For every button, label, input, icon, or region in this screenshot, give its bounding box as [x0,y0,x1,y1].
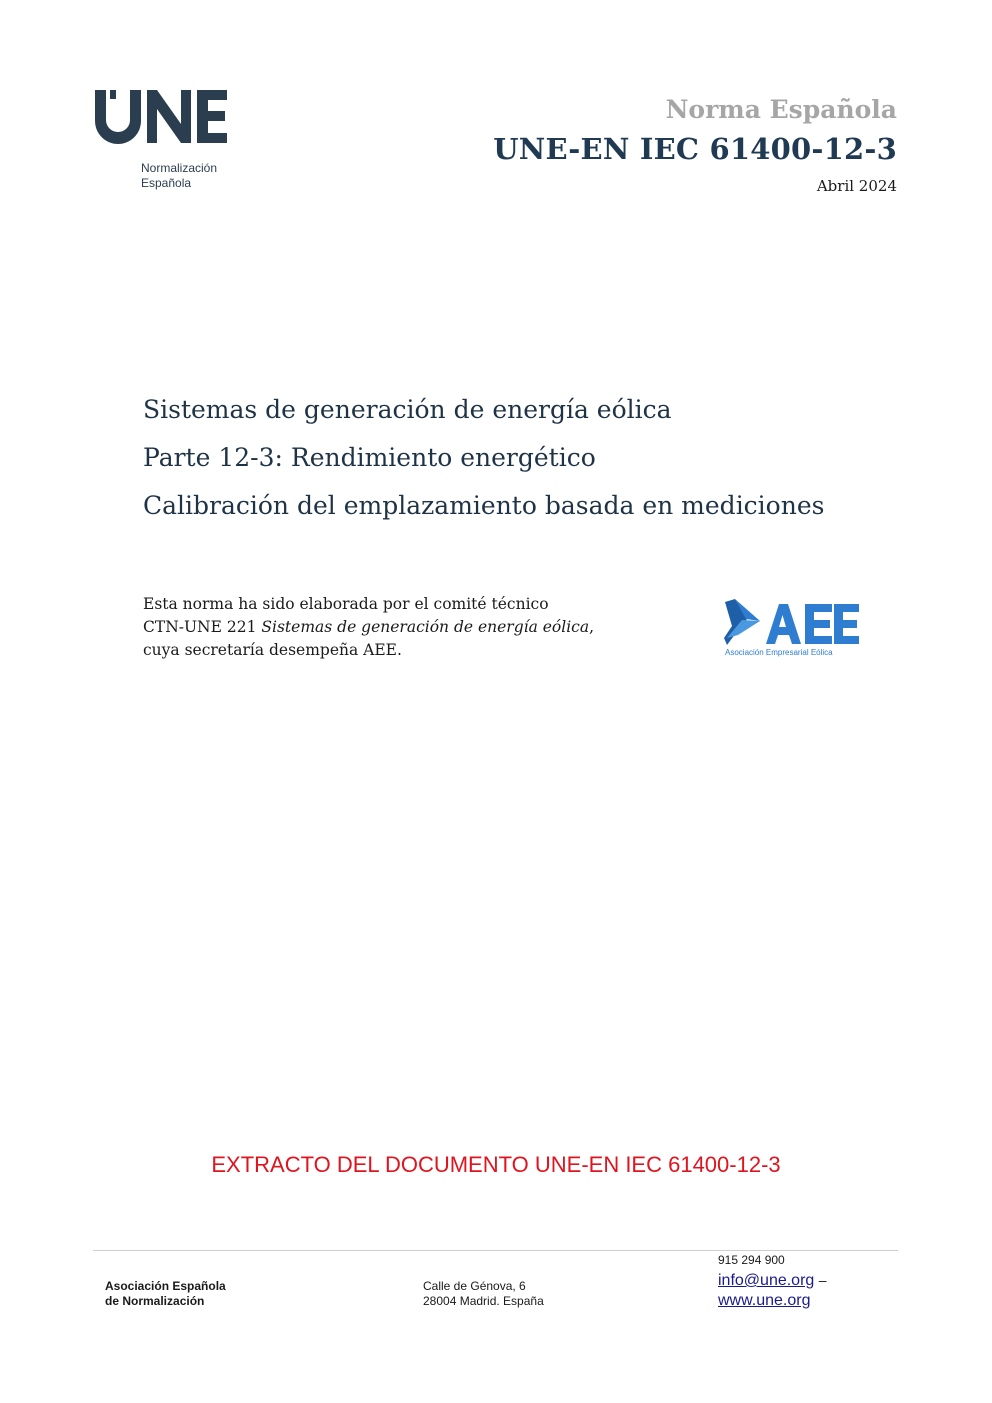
standard-code: UNE-EN IEC 61400-12-3 [493,132,897,166]
title-line-2: Parte 12-3: Rendimiento energético [143,443,596,472]
committee-comma: , [589,618,595,636]
footer-org-line2: de Normalización [105,1294,205,1308]
footer-addr-line2: 28004 Madrid. España [423,1294,544,1308]
committee-line-1: Esta norma ha sido elaborada por el comité técnico [143,595,549,613]
footer-addr-line1: Calle de Génova, 6 [423,1279,526,1293]
title-line-3: Calibración del emplazamiento basada en mediciones [143,491,825,520]
document-title [143,386,903,530]
une-logo-subtitle-line1: Normalización [141,161,218,175]
footer-divider [93,1250,898,1251]
committee-statement [143,593,663,662]
une-logo-subtitle-line2: Española [141,176,192,190]
une-logo-subtitle [141,161,217,191]
une-logo-mark [93,88,229,144]
footer-email-link[interactable]: info@une.org [718,1272,815,1289]
committee-name: Sistemas de generación de energía eólica [261,618,590,636]
committee-code: CTN-UNE 221 [143,618,262,636]
committee-line-3: cuya secretaría desempeña AEE. [143,641,402,659]
title-line-1: Sistemas de generación de energía eólica [143,395,672,424]
standard-kind: Norma Española [665,95,897,124]
footer-phone: 915 294 900 [718,1253,785,1267]
footer-website-link[interactable]: www.une.org [718,1292,811,1309]
aee-logo-mark [722,598,862,648]
extract-notice: EXTRACTO DEL DOCUMENTO UNE-EN IEC 61400-12-3 [211,1152,781,1177]
footer-links [718,1270,827,1311]
footer-separator: – [818,1272,827,1288]
aee-logo-subtitle: Asociación Empresarial Eólica [725,648,833,657]
publication-date: Abril 2024 [816,177,897,195]
une-logo [93,88,233,198]
aee-logo [722,598,862,660]
footer-address [423,1279,544,1309]
footer-organization [105,1279,226,1309]
committee-line-2 [143,616,663,639]
footer-org-line1: Asociación Española [105,1279,226,1293]
